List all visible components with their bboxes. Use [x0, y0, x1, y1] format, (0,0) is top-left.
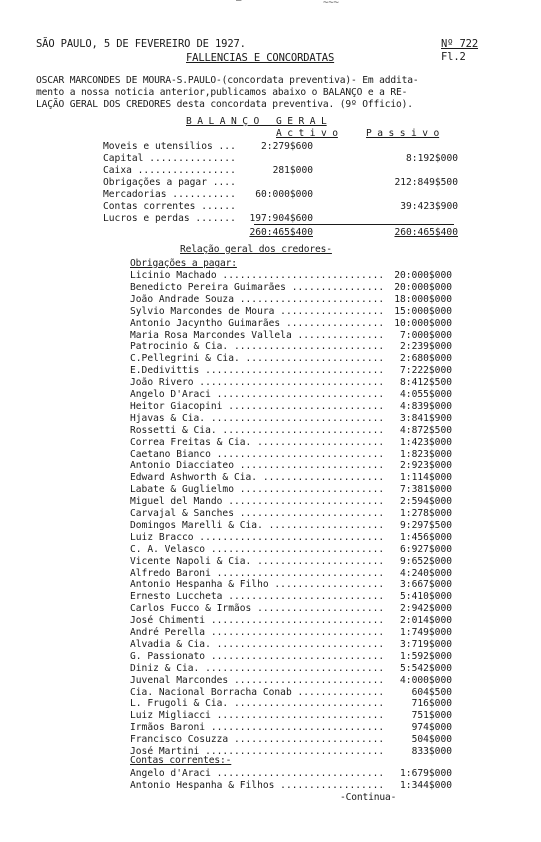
- creditor-row: [130, 591, 452, 603]
- creditor-row: [130, 377, 452, 389]
- creditor-amount: 751$000: [411, 710, 452, 722]
- creditor-row: [130, 460, 452, 472]
- creditor-amount: 2:594$000: [400, 496, 452, 508]
- creditor-name: Ernesto Luccheta ...........................: [130, 591, 385, 603]
- creditor-name: Cia. Nacional Borracha Conab ...............: [130, 686, 385, 698]
- creditor-row: [130, 508, 452, 520]
- creditor-amount: 833$000: [411, 746, 452, 757]
- intro-line: mento a nossa noticia anterior,publicamos abaixo o BALANÇO e a RE-: [36, 87, 408, 98]
- creditor-name: Juvenal Marcondes ..........................: [130, 674, 385, 686]
- creditor-amount: 2:239$000: [400, 341, 452, 353]
- creditor-row: [130, 579, 452, 591]
- top-mark: ~~~: [323, 0, 339, 8]
- section-heading: Obrigações a pagar:: [130, 258, 237, 269]
- creditor-name: Licinio Machado ............................: [130, 270, 385, 281]
- creditor-amount: 5:542$000: [400, 662, 452, 674]
- creditor-name: C.Pellegrini & Cia. ........................: [130, 353, 385, 365]
- creditor-name: Luiz Migliacci .............................: [130, 710, 385, 722]
- section-heading: Contas correntes:-: [130, 755, 232, 766]
- creditor-row: [130, 449, 452, 461]
- creditor-amount: 4:240$000: [400, 567, 452, 579]
- creditor-name: Benedicto Pereira Guimarães ................: [130, 281, 385, 293]
- balance-label: Obrigações a pagar ....: [103, 177, 236, 188]
- total-rule: [254, 224, 454, 225]
- creditor-amount: 1:278$000: [400, 508, 452, 519]
- continua-label: -Continua-: [340, 792, 397, 803]
- creditor-row: [130, 282, 452, 294]
- creditor-amount: 10:000$000: [394, 317, 452, 329]
- creditor-row: [130, 603, 452, 615]
- creditor-amount: 20:000$000: [394, 281, 452, 293]
- creditor-row: [130, 318, 452, 330]
- intro-line: OSCAR MARCONDES DE MOURA-S.PAULO-(concordata preventiva)- Em addita-: [36, 75, 419, 86]
- balance-row: [103, 165, 483, 176]
- creditor-amount: 4:000$000: [400, 674, 452, 686]
- creditor-row: [130, 639, 452, 651]
- creditor-row: [130, 341, 452, 353]
- creditor-row: [130, 330, 452, 342]
- city-date: SÃO PAULO, 5 DE FEVEREIRO DE 1927.: [36, 38, 246, 50]
- creditor-name: João Rivero ................................: [130, 377, 385, 389]
- creditor-amount: 9:652$000: [400, 555, 452, 567]
- creditor-row: [130, 675, 452, 687]
- creditor-row: [130, 768, 452, 780]
- creditor-name: Rossetti & Cia. ............................: [130, 424, 385, 436]
- creditor-amount: 3:719$000: [400, 638, 452, 650]
- creditor-name: Diniz & Cia. ...............................: [130, 662, 385, 674]
- creditor-amount: 504$000: [411, 734, 452, 746]
- creditor-row: [130, 687, 452, 699]
- creditor-row: [130, 306, 452, 318]
- creditor-row: [130, 413, 452, 425]
- creditor-row: [130, 425, 452, 437]
- balance-label: Mercadorias ...........: [103, 189, 236, 200]
- creditor-row: [130, 780, 452, 792]
- section-title: FALLENCIAS E CONCORDATAS: [186, 52, 335, 64]
- creditor-amount: 2:942$000: [400, 603, 452, 615]
- creditor-name: Luiz Bracco ................................: [130, 531, 385, 543]
- balance-row: [103, 141, 483, 152]
- creditor-amount: 1:592$000: [400, 650, 452, 662]
- creditor-amount: 8:412$500: [400, 377, 452, 389]
- balance-row: [103, 177, 483, 188]
- balance-title: B A L A N Ç O G E R A L: [186, 116, 327, 127]
- creditor-row: [130, 532, 452, 544]
- creditor-amount: 1:679$000: [400, 768, 452, 779]
- creditor-row: [130, 294, 452, 306]
- creditor-name: Alvadia & Cia. .............................: [130, 638, 385, 650]
- creditor-amount: 2:923$000: [400, 460, 452, 472]
- creditor-amount: 18:000$000: [394, 293, 452, 305]
- activo-value: 281$000: [272, 165, 313, 176]
- creditor-name: Irmãos Baroni ..............................: [130, 722, 385, 734]
- creditor-row: [130, 734, 452, 746]
- relacao-title: Relação geral dos credores-: [180, 244, 332, 255]
- creditor-name: Heitor Giacopini ...........................: [130, 400, 385, 412]
- activo-value: 60:000$000: [255, 189, 313, 200]
- creditor-name: C. A. Velasco ..............................: [130, 543, 385, 555]
- creditor-row: [130, 568, 452, 580]
- total-activo: 260:465$400: [249, 227, 313, 238]
- creditor-name: Correa Freitas & Cia. ......................: [130, 436, 385, 448]
- creditor-row: [130, 365, 452, 377]
- creditor-name: André Perella ..............................: [130, 627, 385, 638]
- creditor-name: Alfredo Baroni .............................: [130, 567, 385, 579]
- creditor-name: Antonio Jacyntho Guimarães .................: [130, 317, 385, 329]
- creditor-name: Carlos Fucco & Irmãos ......................: [130, 603, 385, 615]
- creditor-row: [130, 615, 452, 627]
- creditor-name: Miguel del Mando ...........................: [130, 496, 385, 508]
- creditor-amount: 5:410$000: [400, 591, 452, 603]
- creditor-row: [130, 472, 452, 484]
- creditor-amount: 1:823$000: [400, 448, 452, 460]
- passivo-value: 39:423$900: [400, 201, 458, 212]
- creditor-name: L. Frugoli & Cia. ..........................: [130, 698, 385, 710]
- intro-line: LAÇÃO GERAL DOS CREDORES desta concordata preventiva. (9º Officio).: [36, 99, 413, 110]
- creditor-amount: 1:456$000: [400, 531, 452, 543]
- creditor-name: Caetano Bianco .............................: [130, 448, 385, 460]
- creditor-amount: 9:297$500: [400, 519, 452, 531]
- creditor-amount: 1:114$000: [400, 472, 452, 484]
- creditor-amount: 604$500: [411, 686, 452, 698]
- creditor-name: Francisco Cosuzza ..........................: [130, 734, 385, 746]
- creditor-amount: 15:000$000: [394, 305, 452, 317]
- creditor-name: Patrocinio & Cia. ..........................: [130, 341, 385, 353]
- creditor-row: [130, 353, 452, 365]
- creditor-name: Antonio Hespanha & Filho ...................: [130, 579, 385, 591]
- balance-row: [103, 213, 483, 224]
- creditor-row: [130, 627, 452, 639]
- folio-number: Fl.2: [441, 51, 466, 63]
- creditor-name: Sylvio Marcondes de Moura ..................: [130, 305, 385, 317]
- creditor-name: G. Passionato ..............................: [130, 650, 385, 662]
- balance-label: Contas correntes ......: [103, 201, 236, 212]
- balance-label: Moveis e utensilios ...: [103, 141, 236, 152]
- balance-label: Lucros e perdas .......: [103, 213, 236, 224]
- creditor-row: [130, 496, 452, 508]
- creditor-name: Hjavas & Cia. ..............................: [130, 412, 385, 424]
- balance-label: Capital ...............: [103, 153, 236, 164]
- top-mark: –: [236, 0, 242, 6]
- creditor-row: [130, 722, 452, 734]
- creditor-row: [130, 556, 452, 568]
- creditor-row: [130, 401, 452, 413]
- creditor-amount: 3:841$900: [400, 412, 452, 424]
- balance-row: [103, 153, 483, 164]
- balance-row: [103, 189, 483, 200]
- creditor-name: José Martini ...............................: [130, 746, 385, 757]
- creditor-amount: 7:381$000: [400, 484, 452, 496]
- creditor-row: [130, 437, 452, 449]
- activo-value: 197:904$600: [249, 213, 313, 224]
- creditor-row: [130, 270, 452, 282]
- creditor-amount: 7:222$000: [400, 365, 452, 377]
- creditor-amount: 4:872$500: [400, 424, 452, 436]
- creditor-name: Angelo d'Araci .............................: [130, 768, 385, 779]
- creditor-name: Maria Rosa Marcondes Vallela ...............: [130, 329, 385, 341]
- creditor-row: [130, 698, 452, 710]
- balance-label: Caixa .................: [103, 165, 236, 176]
- creditor-row: [130, 710, 452, 722]
- creditor-amount: 2:014$000: [400, 615, 452, 627]
- creditor-name: Domingos Marelli & Cia. ....................: [130, 519, 385, 531]
- creditor-name: Angelo D'Araci .............................: [130, 389, 385, 400]
- balance-row: [103, 201, 483, 212]
- creditor-amount: 974$000: [411, 722, 452, 734]
- creditor-amount: 7:000$000: [400, 329, 452, 341]
- creditor-name: Edward Ashworth & Cia. .....................: [130, 472, 385, 484]
- passivo-header: P a s s i v o: [366, 128, 440, 139]
- creditor-amount: 716$000: [411, 698, 452, 710]
- creditor-name: José Chimenti ..............................: [130, 615, 385, 627]
- creditor-amount: 4:055$000: [400, 389, 452, 400]
- creditor-row: [130, 520, 452, 532]
- creditor-name: Antonio Diacciateo .........................: [130, 460, 385, 472]
- bulletin-number: Nº 722: [441, 38, 479, 50]
- creditor-name: Labate & Guglielmo .........................: [130, 484, 385, 496]
- creditor-name: João Andrade Souza .........................: [130, 293, 385, 305]
- passivo-value: 8:192$000: [406, 153, 458, 164]
- creditor-row: [130, 484, 452, 496]
- creditor-amount: 1:749$000: [400, 627, 452, 638]
- creditor-row: [130, 651, 452, 663]
- creditor-row: [130, 544, 452, 556]
- creditor-name: Carvajal & Sanches .........................: [130, 508, 385, 519]
- passivo-value: 212:849$500: [394, 177, 458, 188]
- creditor-name: Antonio Hespanha & Filhos ..................: [130, 780, 385, 791]
- creditor-amount: 3:667$000: [400, 579, 452, 591]
- creditor-name: Vicente Napoli & Cia. ......................: [130, 555, 385, 567]
- creditor-amount: 1:423$000: [400, 436, 452, 448]
- activo-value: 2:279$600: [261, 141, 313, 152]
- creditor-amount: 20:000$000: [394, 270, 452, 281]
- creditor-row: [130, 663, 452, 675]
- creditor-amount: 2:680$000: [400, 353, 452, 365]
- creditor-amount: 6:927$000: [400, 543, 452, 555]
- activo-header: A c t i v o: [276, 128, 338, 139]
- creditor-row: [130, 389, 452, 401]
- creditor-amount: 1:344$000: [400, 780, 452, 791]
- creditor-name: E.Dedivittis ...............................: [130, 365, 385, 377]
- balance-total-row: [103, 227, 483, 238]
- total-passivo: 260:465$400: [394, 227, 458, 238]
- creditor-amount: 4:839$000: [400, 400, 452, 412]
